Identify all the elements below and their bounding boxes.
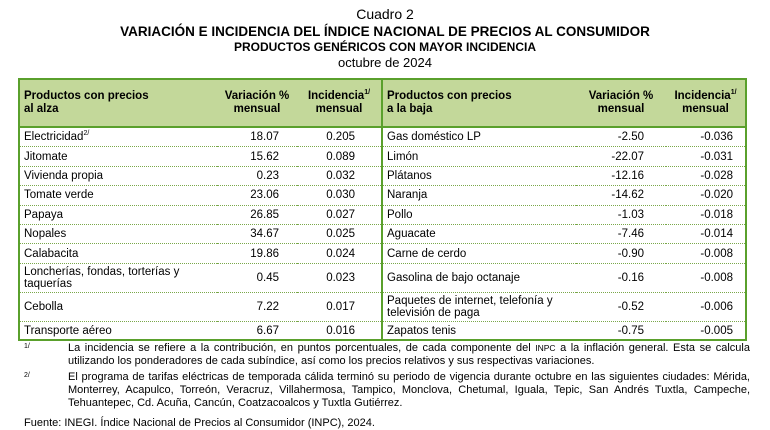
up-product-name: Transporte aéreo (20, 321, 217, 340)
up-variation: 26.85 (217, 205, 297, 224)
table-row (20, 186, 745, 205)
up-incidence: 0.205 (326, 131, 355, 144)
up-product-name: Tomate verde (20, 186, 217, 205)
up-product-name: Loncherías, fondas, torterías y taquerías (20, 263, 217, 292)
table-row (20, 321, 745, 340)
table-row (20, 224, 745, 243)
down-variation: -0.16 (576, 263, 666, 292)
table-period: octubre de 2024 (338, 55, 432, 70)
down-incidence: -0.036 (700, 131, 733, 144)
up-variation: 18.07 (250, 131, 279, 144)
down-product-name: Paquetes de internet, telefonía y televisión de paga (382, 292, 576, 321)
footnote-2-marker: 2/ (24, 372, 30, 379)
up-product-name: Vivienda propia (20, 166, 217, 185)
header-up-incidence: Incidencia$^{1/}$ mensual (297, 80, 382, 127)
table-subtitle: PRODUCTOS GENÉRICOS CON MAYOR INCIDENCIA (233, 40, 537, 54)
down-product-name: Plátanos (382, 166, 576, 185)
up-variation: 23.06 (217, 186, 297, 205)
up-product-name: Papaya (20, 205, 217, 224)
down-variation: -12.16 (576, 166, 666, 185)
down-product-name: Naranja (382, 186, 576, 205)
down-variation: -7.46 (576, 224, 666, 243)
down-product-name: Carne de cerdo (382, 244, 576, 263)
down-product-name: Limón (382, 147, 576, 166)
down-incidence: -0.008 (666, 244, 745, 263)
header-up-products: Productos con precios al alza (20, 80, 217, 127)
down-variation: -1.03 (576, 205, 666, 224)
up-product-name: Nopales (20, 224, 217, 243)
down-product-name: Aguacate (382, 224, 576, 243)
up-product-name: Calabacita (20, 244, 217, 263)
up-variation: 7.22 (217, 292, 297, 321)
table-number: Cuadro 2 (356, 6, 414, 22)
footnote-1-text: La incidencia se refiere a la contribución, en puntos porcentuales, de cada componente del INPC a la inflación general. Esta se calcula utilizando los ponderadores de cada subíndice, así como los precios relativos y sus respectivas variaciones. (68, 342, 750, 367)
header-down-products: Productos con precios a la baja (382, 80, 576, 127)
up-product-name: Cebolla (20, 292, 217, 321)
up-variation: 34.67 (217, 224, 297, 243)
up-incidence: 0.030 (297, 186, 382, 205)
down-variation: -0.75 (576, 321, 666, 340)
table-row (20, 292, 745, 321)
down-incidence: -0.031 (666, 147, 745, 166)
up-incidence: 0.032 (297, 166, 382, 185)
down-product-name: Gasolina de bajo octanaje (382, 263, 576, 292)
down-incidence: -0.020 (666, 186, 745, 205)
down-incidence: -0.008 (666, 263, 745, 292)
down-variation: -0.52 (576, 292, 666, 321)
source-note: Fuente: INEGI. Índice Nacional de Precios al Consumidor (INPC), 2024. (24, 417, 375, 429)
up-variation: 15.62 (217, 147, 297, 166)
down-variation: -22.07 (576, 147, 666, 166)
down-incidence: -0.018 (666, 205, 745, 224)
down-incidence: -0.014 (666, 224, 745, 243)
up-variation: 0.23 (217, 166, 297, 185)
table-row (20, 244, 745, 263)
table-titles (0, 6, 770, 71)
down-product-name: Pollo (382, 205, 576, 224)
price-table-grid (20, 80, 745, 340)
up-incidence: 0.017 (297, 292, 382, 321)
footnote-1 (24, 342, 750, 368)
down-incidence: -0.028 (666, 166, 745, 185)
up-variation: 19.86 (217, 244, 297, 263)
up-variation: 0.45 (217, 263, 297, 292)
up-variation: 6.67 (217, 321, 297, 340)
up-incidence: 0.027 (297, 205, 382, 224)
table-row (20, 263, 745, 292)
table-title: VARIACIÓN E INCIDENCIA DEL ÍNDICE NACIONAL DE PRECIOS AL CONSUMIDOR (120, 24, 650, 39)
table-row (20, 205, 745, 224)
header-down-variation: Variación % mensual (576, 80, 666, 127)
down-product-name: Gas doméstico LP (382, 127, 576, 147)
up-incidence: 0.016 (297, 321, 382, 340)
up-incidence: 0.089 (297, 147, 382, 166)
down-variation: -14.62 (576, 186, 666, 205)
down-incidence: -0.006 (666, 292, 745, 321)
footnote-2 (24, 371, 750, 410)
price-table (18, 78, 747, 341)
footnote-1-marker: 1/ (24, 343, 30, 350)
up-incidence: 0.024 (297, 244, 382, 263)
table-row (20, 127, 745, 147)
down-incidence: -0.005 (666, 321, 745, 340)
down-variation: -2.50 (617, 131, 644, 144)
up-product-name: Electricidad$^{2/}$ (24, 130, 90, 144)
table-row (20, 147, 745, 166)
footnote-2-text: El programa de tarifas eléctricas de temporada cálida terminó su periodo de vigencia durante octubre en las siguientes ciudades: Mérida, Monterrey, Acapulco, Torreón, Veracruz, Villahermosa, Tampico, Monclova, Chetumal, Iguala, Tepic, San Andrés Tuxtla, Campeche, Tehuantepec, Cd. Acuña, Cancún, Coatzacoalcos y Tuxtla Gutiérrez. (68, 371, 750, 409)
table-header-row (20, 80, 745, 127)
up-incidence: 0.023 (297, 263, 382, 292)
down-variation: -0.90 (576, 244, 666, 263)
up-incidence: 0.025 (297, 224, 382, 243)
up-product-name: Jitomate (20, 147, 217, 166)
down-product-name: Zapatos tenis (382, 321, 576, 340)
header-up-variation: Variación % mensual (217, 80, 297, 127)
table-row (20, 166, 745, 185)
header-down-incidence: Incidencia$^{1/}$ mensual (666, 80, 745, 127)
footnotes (24, 342, 750, 410)
